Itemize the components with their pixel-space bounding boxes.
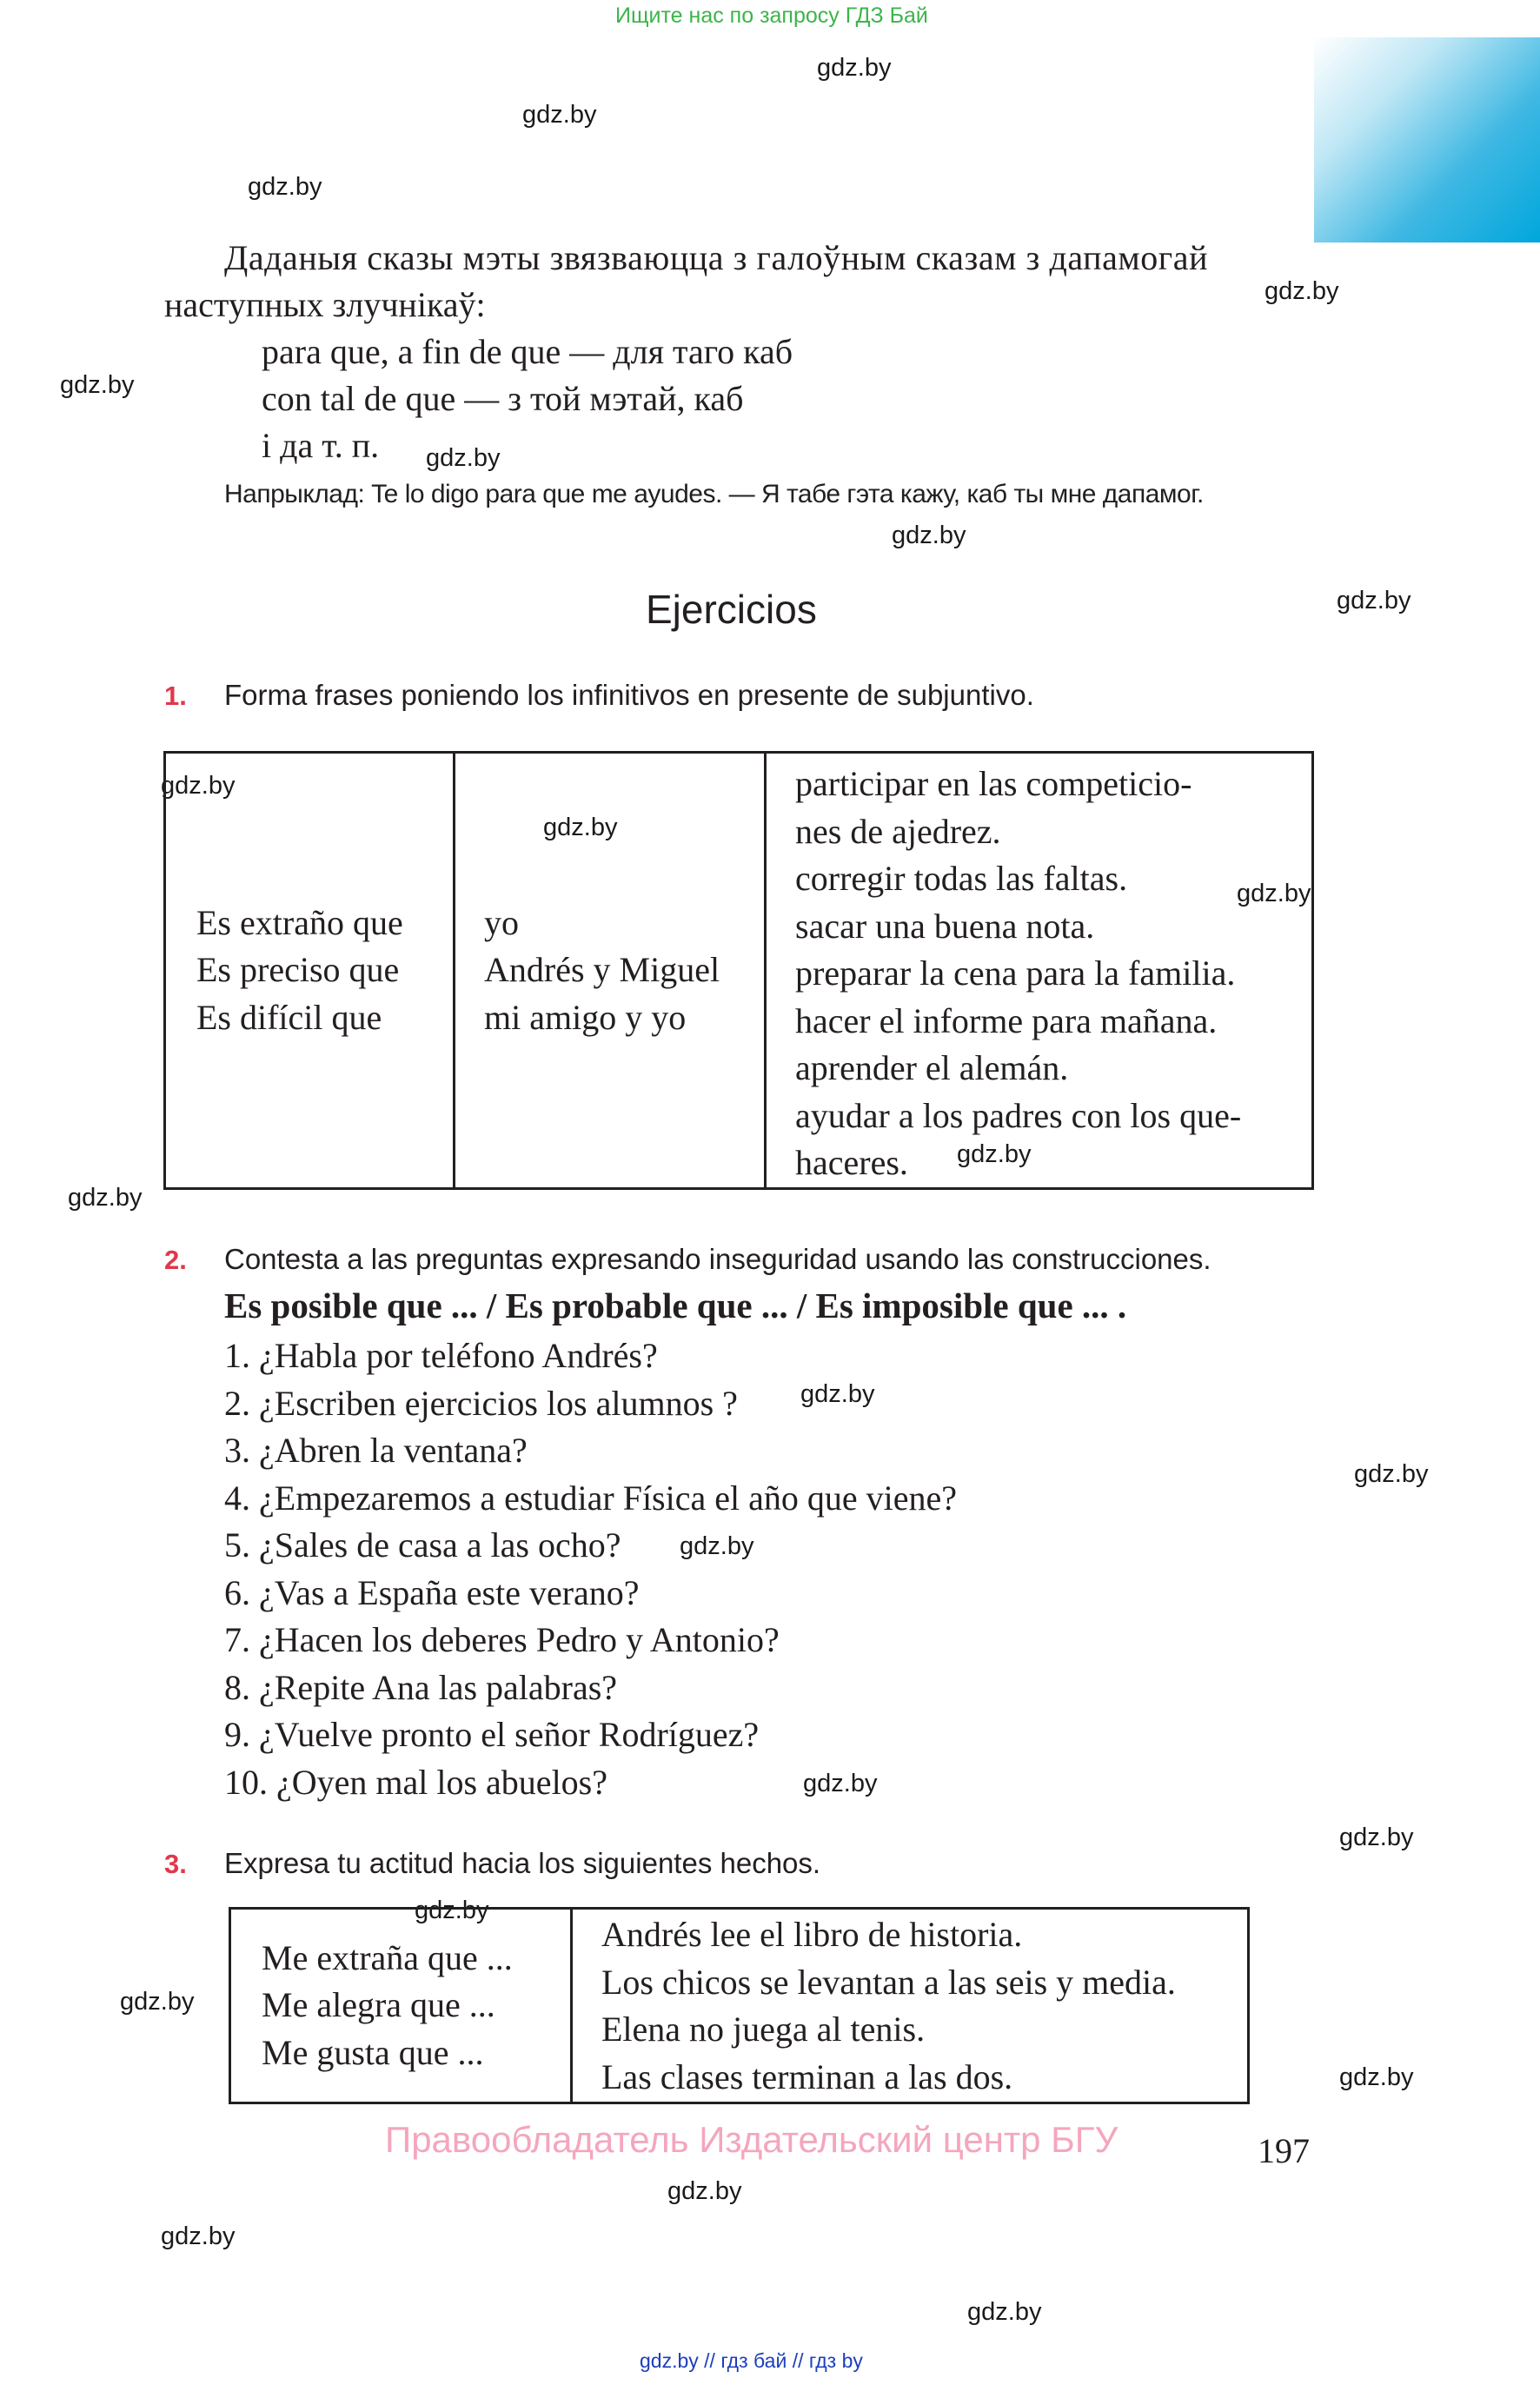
watermark: gdz.by <box>68 1184 143 1212</box>
watermark: gdz.by <box>817 54 892 82</box>
infinitive-item: sacar una buena nota. <box>795 906 1095 946</box>
watermark: gdz.by <box>1265 277 1339 305</box>
fact-item: Elena no juega al tenis. <box>601 2010 926 2049</box>
watermark: gdz.by <box>800 1380 875 1408</box>
intro-line-2: наступных злучнікаў: <box>164 285 486 324</box>
attitude-phrase: Me gusta que ... <box>262 2032 484 2072</box>
exercise-1-number: 1. <box>164 681 187 711</box>
subject-item: Andrés y Miguel <box>484 950 720 989</box>
question-item: 5. ¿Sales de casa a las ocho? <box>224 1525 621 1565</box>
watermark: gdz.by <box>892 522 966 549</box>
exercise-1-instruction: Forma frases poniendo los infinitivos en presente de subjuntivo. <box>224 679 1034 711</box>
infinitive-item: haceres. <box>795 1143 908 1182</box>
infinitive-item: corregir todas las faltas. <box>795 859 1128 898</box>
subject-item: mi amigo y yo <box>484 997 687 1037</box>
fact-item: Los chicos se levantan a las seis y media. <box>601 1962 1176 2002</box>
question-item: 6. ¿Vas a España este verano? <box>224 1572 640 1612</box>
exercise-2-number: 2. <box>164 1245 187 1275</box>
exercise-1-table <box>163 751 1314 1190</box>
watermark: gdz.by <box>161 2222 236 2250</box>
watermark: gdz.by <box>680 1532 754 1560</box>
question-item: 8. ¿Repite Ana las palabras? <box>224 1667 618 1707</box>
infinitive-item: participar en las competicio- <box>795 764 1192 803</box>
watermark: gdz.by <box>1237 880 1311 907</box>
infinitive-item: hacer el informe para mañana. <box>795 1000 1218 1040</box>
exercise-1-col-subjects-phrases <box>165 753 455 1189</box>
watermark: gdz.by <box>1339 2063 1414 2091</box>
copyright-notice: Правообладатель Издательский центр БГУ <box>385 2119 1118 2160</box>
intro-example: Напрыклад: Te lo digo para que me ayudes. — Я табе гэта кажу, каб ты мне дапамог. <box>224 480 1204 508</box>
fact-item: Andrés lee el libro de historia. <box>601 1915 1023 1954</box>
watermark: gdz.by <box>1354 1460 1429 1488</box>
watermark: gdz.by <box>667 2177 742 2205</box>
section-title: Ejercicios <box>646 587 817 632</box>
watermark: gdz.by <box>522 101 597 129</box>
watermark: gdz.by <box>120 1988 195 2016</box>
subject-item: yo <box>484 902 519 942</box>
watermark: gdz.by <box>957 1140 1032 1168</box>
exercise-3-col-facts <box>572 1909 1249 2103</box>
conjunction-3: і да т. п. <box>262 426 380 465</box>
watermark: gdz.by <box>415 1897 489 1924</box>
question-item: 4. ¿Empezaremos a estudiar Física el año que viene? <box>224 1478 957 1518</box>
top-banner[interactable]: Ищите нас по запросу ГДЗ Бай <box>615 3 928 28</box>
watermark: gdz.by <box>60 371 135 399</box>
exercise-3-number: 3. <box>164 1849 187 1879</box>
bottom-links[interactable]: gdz.by // гдз бай // гдз by <box>640 2349 863 2372</box>
watermark: gdz.by <box>248 173 322 201</box>
fact-item: Las clases terminan a las dos. <box>601 2056 1013 2096</box>
watermark: gdz.by <box>161 772 236 800</box>
watermark: gdz.by <box>426 444 501 472</box>
conjunction-1: para que, a fin de que — для таго каб <box>262 332 793 371</box>
exercise-2-questions <box>224 1332 957 1806</box>
infinitive-item: preparar la cena para la familia. <box>795 953 1236 993</box>
exercise-1-col-infinitives <box>766 753 1313 1189</box>
question-item: 10. ¿Oyen mal los abuelos? <box>224 1762 607 1802</box>
question-item: 2. ¿Escriben ejercicios los alumnos ? <box>224 1383 738 1423</box>
phrase-item: Es difícil que <box>196 997 382 1037</box>
question-item: 9. ¿Vuelve pronto el señor Rodríguez? <box>224 1715 760 1754</box>
intro-line-1: Даданыя сказы мэты звязваюцца з галоўным сказам з дапамогай <box>224 238 1209 277</box>
question-item: 1. ¿Habla por teléfono Andrés? <box>224 1336 658 1375</box>
watermark: gdz.by <box>543 814 618 841</box>
exercise-1-col-subjects <box>455 753 766 1189</box>
watermark: gdz.by <box>967 2298 1042 2326</box>
exercise-2-constructions: Es posible que ... / Es probable que ... / Es imposible que ... . <box>224 1286 1127 1325</box>
phrase-item: Es preciso que <box>196 950 400 989</box>
attitude-phrase: Me extraña que ... <box>262 1937 513 1977</box>
watermark: gdz.by <box>1337 587 1411 615</box>
attitude-phrase: Me alegra que ... <box>262 1985 495 2025</box>
page-number: 197 <box>1258 2131 1310 2170</box>
corner-gradient-decoration <box>1314 37 1540 242</box>
infinitive-item: aprender el alemán. <box>795 1048 1069 1087</box>
exercise-2-instruction: Contesta a las preguntas expresando inseguridad usando las construcciones. <box>224 1243 1211 1275</box>
infinitive-item: nes de ajedrez. <box>795 811 1001 851</box>
question-item: 3. ¿Abren la ventana? <box>224 1431 528 1470</box>
question-item: 7. ¿Hacen los deberes Pedro y Antonio? <box>224 1620 780 1659</box>
watermark: gdz.by <box>803 1770 878 1797</box>
conjunction-2: con tal de que — з той мэтай, каб <box>262 379 744 418</box>
exercise-3-table <box>229 1907 1250 2104</box>
infinitive-item: ayudar a los padres con los que- <box>795 1095 1242 1135</box>
exercise-3-col-phrases <box>230 1909 572 2103</box>
exercise-3-instruction: Expresa tu actitud hacia los siguientes hechos. <box>224 1847 821 1879</box>
watermark: gdz.by <box>1339 1824 1414 1851</box>
phrase-item: Es extraño que <box>196 902 403 942</box>
